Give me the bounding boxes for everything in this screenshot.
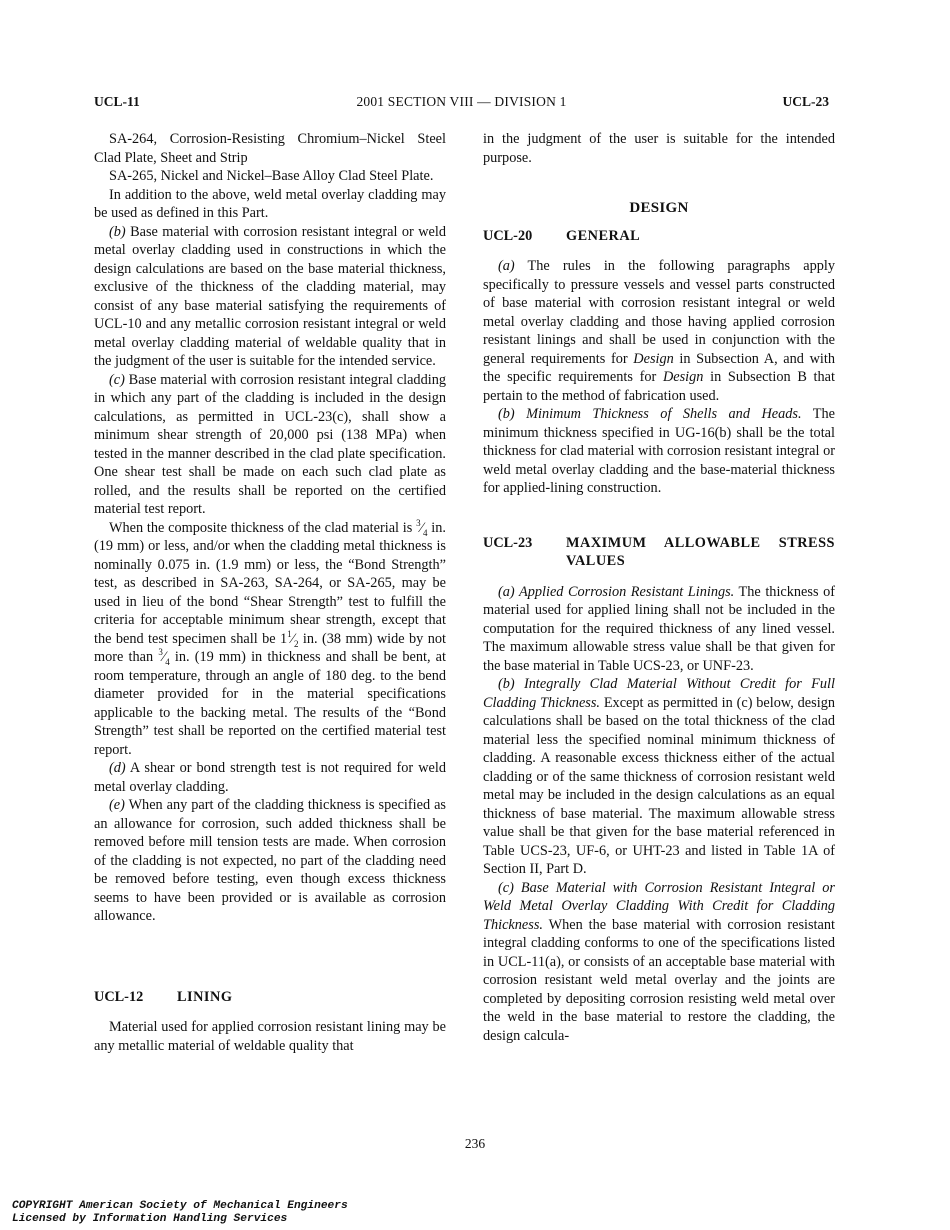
italic-design-2: Design <box>662 369 704 385</box>
page-number: 236 <box>464 1136 486 1151</box>
text-c: Base material with corrosion resistant integral cladding in which any part of the cladding is included in the design calculations, as permitted in UCL-23(c), shall show a minimum shear strength of 20,000 psi (138 MPa) when tested in the manner described in the clad plate specification. One shear test shall be made on each such clad plate as rolled, and the results shall be reported on the certified material test report. <box>94 371 446 517</box>
paragraph-sa264: SA-264, Corrosion-Resisting Chromium–Nickel Steel Clad Plate, Sheet and Strip <box>94 131 446 166</box>
copyright-footer <box>12 1200 348 1225</box>
ucl20-number: UCL-20 <box>483 227 533 244</box>
paragraph-e <box>94 796 446 926</box>
header-right: UCL-23 <box>782 94 829 109</box>
italic-design-1: Design <box>633 350 674 367</box>
ucl23-title: MAXIMUM ALLOWABLE STRESS VALUES <box>566 534 835 569</box>
left-column <box>94 130 446 1055</box>
paragraph-lining: Material used for applied corrosion resistant lining may be any metallic material of weldable quality that <box>94 1019 446 1054</box>
text-ucl23-c: When the base material with corrosion resistant integral cladding conforms to one of the specifications listed in UCL-11(a), or consists of an acceptable base material with corrosion resistant weld metal overlay and the joints are completed by depositing corrosion resisting weld metal over the weld in the base material to restore the cladding, the design calcula- <box>483 916 835 1044</box>
frac1-den: 4 <box>423 527 428 538</box>
running-header <box>94 94 829 112</box>
text-d: A shear or bond strength test is not required for weld metal overlay cladding. <box>94 760 446 795</box>
footer-line-2: Licensed by Information Handling Services <box>12 1212 288 1225</box>
frac3-den: 4 <box>165 656 170 667</box>
ucl12-number: UCL-12 <box>94 988 144 1005</box>
text-composite-a: When the composite thickness of the clad material is <box>109 519 417 536</box>
text-composite-b: in. (19 mm) or less, and/or when the cladding metal thickness is nominally 0.075 in. (1.9 mm) or less, the “Bond Strength” test, as described in SA-263, SA-264, or SA-265, may be used in lieu of the bond “Shear Strength” test to fulfill the criteria for acceptable minimum shear strength, except that the bend test specimen shall be 1 <box>94 519 446 647</box>
label-c: (c) <box>109 371 125 388</box>
text-e: When any part of the cladding thickness is specified as an allowance for corrosion, such added thickness shall be removed before mill tension tests are made. When corrosion of the cladding is not expected, no part of the cladding need be removed before testing, even though excess thickness seems to have been provided or is available as corrosion allowance. <box>94 797 446 924</box>
frac1-num: 3 <box>416 517 421 528</box>
paragraph-ucl23-c <box>483 879 835 1046</box>
label-d: (d) <box>109 760 126 776</box>
label-e: (e) <box>109 797 125 813</box>
paragraph-continuation: in the judgment of the user is suitable for the intended purpose. <box>483 131 835 166</box>
fraction-three-quarters: $^3⁄_4$ <box>416 517 428 538</box>
label-b: (b) <box>109 223 126 240</box>
paragraph-overlay: In addition to the above, weld metal overlay cladding may be used as defined in this Part. <box>94 186 446 221</box>
text-ucl23-a: The thickness of material used for applied lining shall not be included in the computation for the required thickness of any lined vessel. The maximum allowable stress value shall be that given for the base material in Table UCS-23, or UNF-23. <box>483 583 835 674</box>
header-center: 2001 SECTION VIII — DIVISION 1 <box>356 94 567 109</box>
text-ucl23-b: Except as permitted in (c) below, design calculations shall be based on the total thickness of the clad material less the specified nominal minimum thickness of cladding. A reasonable excess thickness either of the actual cladding or of the same thickness of corrosion resistant weld metal may be included in the design calculations as an equal thickness of base material. The maximum allowable stress value shall be that given for the base material referenced in Table UCS-23, UF-6, or UHT-23 and listed in Table 1A of Section II, Part D. <box>483 694 835 877</box>
ucl12-title: LINING <box>177 988 233 1005</box>
text-ucl20-a3: in Subsection B that pertain to the method of fabrication used. <box>483 369 835 404</box>
footer-line-1: COPYRIGHT American Society of Mechanical Engineers <box>12 1200 348 1212</box>
heading-ucl12 <box>94 988 446 1007</box>
paragraph-d <box>94 759 446 796</box>
text-b: Base material with corrosion resistant integral or weld metal overlay cladding used in constructions in which the design calculations are based on the base material thickness, exclusive of the thickness of the cladding material, may consist of any base material satisfying the requirements of UCL-10 and any metallic corrosion resistant integral or weld metal overlay cladding material of weldable quality that in the judgment of the user is suitable for the intended service. <box>94 223 446 369</box>
text-ucl20-a2: in Subsection A, and with the specific requirements for <box>483 350 836 385</box>
label-ucl23-c: (c) Base Material with Corrosion Resistant Integral or Weld Metal Overlay Cladding With Credit for Cladding Thickness. <box>483 879 835 933</box>
ucl20-title: GENERAL <box>566 227 641 244</box>
right-column <box>483 130 835 1045</box>
text-ucl20-b: The minimum thickness specified in UG-16(b) shall be the total thickness for clad material with corrosion resistant integral or weld metal overlay cladding and the base-material thickness for applied-lining construction. <box>483 406 835 496</box>
frac2-den: 2 <box>294 638 299 649</box>
fraction-one-half: $^1⁄_2$ <box>287 628 299 649</box>
text-composite-c: in. (38 mm) wide by not more than <box>94 630 446 665</box>
paragraph-composite <box>94 519 446 760</box>
label-ucl20-b: (b) Minimum Thickness of Shells and Heads. <box>498 406 802 422</box>
label-ucl20-a: (a) <box>498 258 515 274</box>
paragraph-ucl23-b <box>483 675 835 879</box>
label-ucl23-b: (b) Integrally Clad Material Without Credit for Full Cladding Thickness. <box>483 676 835 711</box>
paragraph-c <box>94 371 446 519</box>
fraction-three-quarters-2: $^3⁄_4$ <box>158 647 170 667</box>
label-ucl23-a: (a) Applied Corrosion Resistant Linings. <box>498 583 735 600</box>
ucl23-number: UCL-23 <box>483 534 533 551</box>
heading-ucl23 <box>483 534 835 571</box>
frac3-num: 3 <box>158 647 163 658</box>
header-left: UCL-11 <box>94 94 140 109</box>
paragraph-ucl23-a <box>483 583 835 676</box>
paragraph-ucl20-b <box>483 405 835 498</box>
heading-ucl20 <box>483 227 835 246</box>
text-ucl20-a1: The rules in the following paragraphs apply specifically to pressure vessels and vessel parts constructed of base material with corrosion resistant integral or weld metal overlay cladding and those having applied corrosion resistant linings and shall be used in conjunction with the general requirements for <box>483 258 835 367</box>
paragraph-b <box>94 223 446 371</box>
section-title-design: DESIGN <box>629 200 689 216</box>
frac2-num: 1 <box>287 628 292 639</box>
paragraph-ucl20-a <box>483 257 835 405</box>
text-composite-d: in. (19 mm) in thickness and shall be bent, at room temperature, through an angle of 180 deg. to the bend diameter provided for in the material specifications applicable to the backing metal. The results of the “Bond Strength” test shall be reported on the certified material test report. <box>94 649 446 758</box>
paragraph-sa265: SA-265, Nickel and Nickel–Base Alloy Clad Steel Plate. <box>109 168 434 184</box>
